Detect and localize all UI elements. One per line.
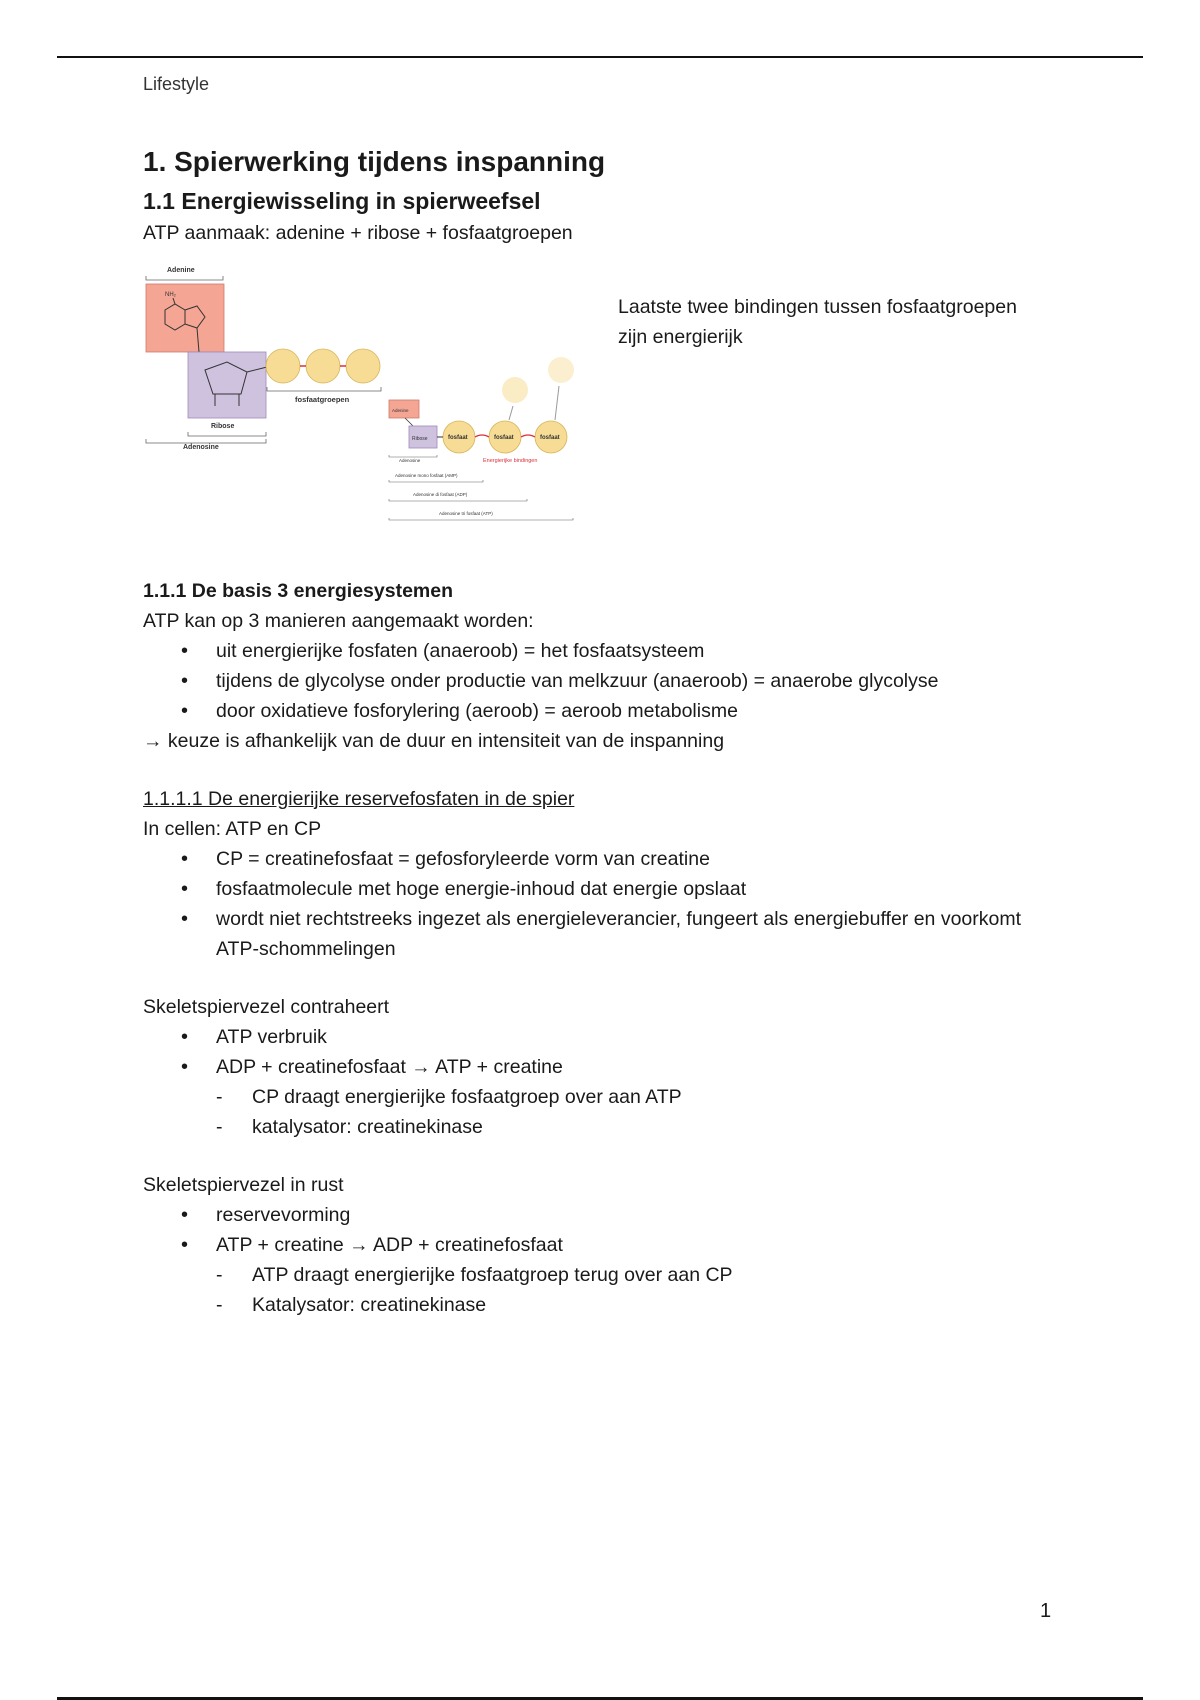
fig-label-fosfaat-2: fosfaat [494,435,514,441]
rest-heading: Skeletspiervezel in rust [143,1174,344,1196]
energy-systems-list [143,636,1063,726]
fig-bracket-amp [389,480,483,482]
list-item: • ATP verbruik [143,1022,1063,1052]
fig-bracket-adenosine [146,439,266,443]
fig-label-ribose: Ribose [211,423,235,430]
reserve-phosphates-list [143,844,1063,964]
list-item: • uit energierijke fosfaten (anaeroob) = het fosfaatsysteem [143,636,1063,666]
fig-label-atp: Adenosine tri fosfaat (ATP) [439,511,493,516]
fig-label-nh2: NH₂ [165,292,176,298]
fig-label-fosfaat-3: fosfaat [540,435,560,441]
energy-bond-note: Laatste twee bindingen tussen fosfaatgroepen zijn energierijk [618,296,1017,348]
running-header: Lifestyle [143,74,210,94]
contraction-list [143,1022,1063,1142]
list-item [143,1230,1063,1320]
reserve-phosphates-intro: In cellen: ATP en CP [143,818,322,840]
chapter-title: 1. Spierwerking tijdens inspanning [143,146,606,177]
atp-figure-row [143,262,1063,562]
fig-phosphate-1 [266,349,300,383]
fig-release-arrow-2 [555,386,559,420]
list-item: • door oxidatieve fosforylering (aeroob) = aeroob metabolisme [143,696,1063,726]
section-heading-1-1-1-1: 1.1.1.1 De energierijke reservefosfaten in de spier [143,788,575,810]
document-body [143,140,1063,1320]
list-item-text: ADP + creatinefosfaat → ATP + creatine [216,1056,563,1078]
list-item-text: ATP + creatine → ADP + creatinefosfaat [216,1234,563,1256]
section-heading-1-1: 1.1 Energiewisseling in spierweefsel [143,188,541,214]
fig-label-amp: Adenosine mono fosfaat (AMP) [395,473,458,478]
fig-bracket-ribose [188,432,266,436]
sublist-item: - ATP draagt energierijke fosfaatgroep terug over aan CP [216,1260,1063,1290]
fig-label-fosfaat-1: fosfaat [448,435,468,441]
sublist-item: - Katalysator: creatinekinase [216,1290,1063,1320]
page-number: 1 [1040,1600,1052,1622]
fig-bracket-adp [389,499,527,501]
energy-systems-conclusion: → keuze is afhankelijk van de duur en intensiteit van de inspanning [143,730,725,752]
fig-label-small-adenosine: Adenosine [399,458,421,463]
fig-bracket-adenine [146,276,223,280]
list-item: • tijdens de glycolyse onder productie van melkzuur (anaeroob) = anaerobe glycolyse [143,666,1063,696]
fig-bracket-small-adenosine [389,455,437,457]
fig-release-bubble-2 [548,357,574,383]
list-item: • fosfaatmolecule met hoge energie-inhoud dat energie opslaat [143,874,1063,904]
list-item: • wordt niet rechtstreeks ingezet als energieleverancier, fungeert als energiebuffer en voorkomt ATP-schommelingen [143,904,1063,964]
energy-systems-intro: ATP kan op 3 manieren aangemaakt worden: [143,610,534,632]
fig-label-adenine: Adenine [167,267,195,274]
fig-label-adp: Adenosine di fosfaat (ADP) [413,492,468,497]
rest-sublist [216,1260,1063,1320]
list-item: • CP = creatinefosfaat = gefosforyleerde vorm van creatine [143,844,1063,874]
fig-bracket-fosfaatgroepen [267,387,381,391]
fig-release-bubble-1 [502,377,528,403]
atp-intro: ATP aanmaak: adenine + ribose + fosfaatgroepen [143,222,573,244]
fig-phosphate-2 [306,349,340,383]
fig-release-arrow-1 [509,406,513,420]
fig-small-bond-2 [521,435,535,437]
header-rule [57,56,1143,58]
fig-bracket-atp [389,518,573,520]
sublist-item: - CP draagt energierijke fosfaatgroep over aan ATP [216,1082,1063,1112]
rest-list [143,1200,1063,1320]
list-item: • reservevorming [143,1200,1063,1230]
fig-label-small-adenine: Adenine [392,408,409,413]
contraction-heading: Skeletspiervezel contraheert [143,996,390,1018]
fig-small-bond-1 [475,435,489,437]
fig-small-link [405,418,413,426]
fig-phosphate-3 [346,349,380,383]
sublist-item: - katalysator: creatinekinase [216,1112,1063,1142]
atp-structure-figure [143,262,599,538]
fig-label-energierijke-bindingen: Energierijke bindingen [483,458,538,464]
fig-label-adenosine: Adenosine [183,444,219,451]
contraction-sublist [216,1082,1063,1142]
list-item [143,1052,1063,1142]
fig-label-small-ribose: Ribose [412,436,428,442]
fig-label-fosfaatgroepen: fosfaatgroepen [295,395,350,404]
section-heading-1-1-1: 1.1.1 De basis 3 energiesystemen [143,580,454,602]
